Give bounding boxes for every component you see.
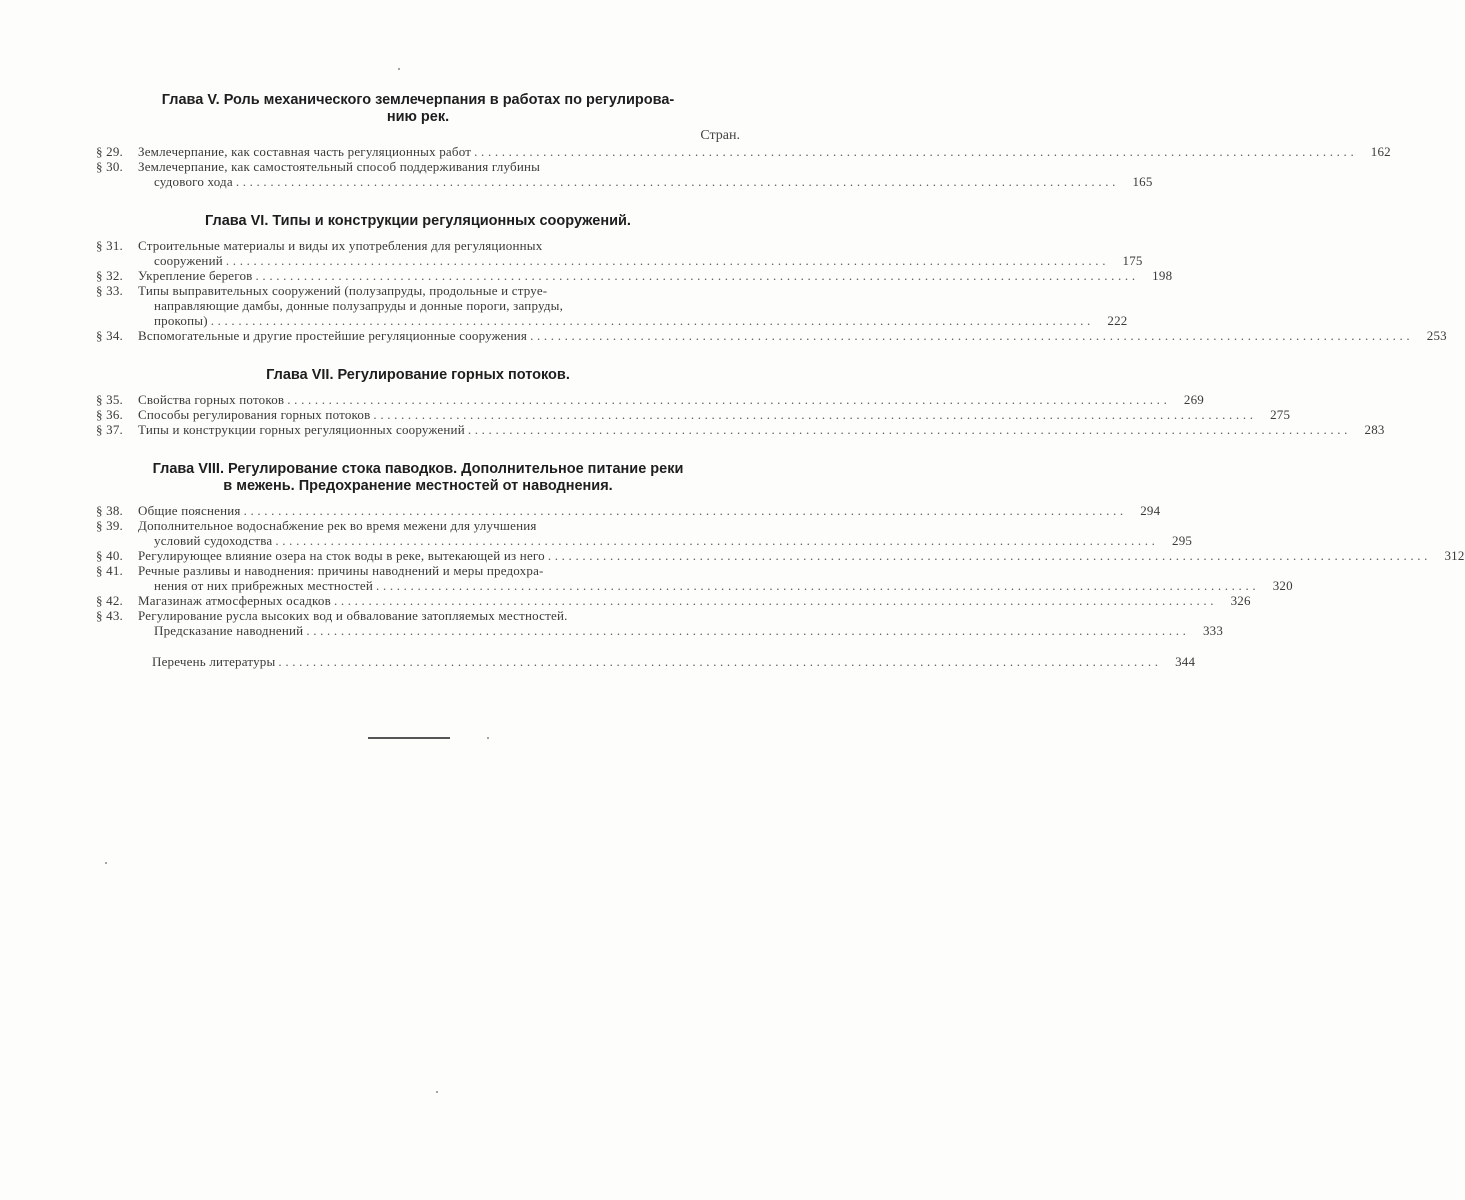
chapter-title: Глава VI. Типы и конструкции регуляционных сооружений. <box>205 213 631 229</box>
toc-entry[interactable] <box>96 283 1128 328</box>
scan-speck <box>398 68 400 70</box>
chapter-title: Глава V. Роль механического землечерпания в работах по регулирова- <box>161 92 675 108</box>
dot-leader <box>468 422 1348 437</box>
page-column-header: Стран. <box>700 128 740 143</box>
section-number: § 29. <box>96 144 123 159</box>
section-number: § 37. <box>96 422 123 437</box>
entry-text-line: Землечерпание, как самостоятельный способ поддерживания глубины <box>138 159 541 174</box>
entry-title: Землечерпание, как составная часть регуляционных работ <box>138 144 472 159</box>
chapter-title: нию рек. <box>386 109 450 125</box>
page-number: 294 <box>1140 503 1161 518</box>
section-number: § 34. <box>96 328 123 343</box>
toc-entry[interactable] <box>96 518 1193 548</box>
scan-speck <box>487 737 489 739</box>
page-number: 283 <box>1364 422 1385 437</box>
entry-list <box>96 392 1385 437</box>
entry-title: нения от них прибрежных местностей <box>154 578 374 593</box>
chapter-title: Глава VIII. Регулирование стока паводков. Дополнительное питание реки <box>152 461 684 477</box>
toc-entry-literature[interactable] <box>96 654 1196 669</box>
dot-leader <box>275 533 1155 548</box>
entry-title: Свойства горных потоков <box>138 392 285 407</box>
scan-speck <box>436 1091 438 1093</box>
page-number: 222 <box>1107 313 1128 328</box>
toc-entry[interactable] <box>96 238 1143 268</box>
toc-entry[interactable] <box>96 593 1251 608</box>
page-number: 198 <box>1152 268 1173 283</box>
toc-entry[interactable] <box>96 563 1293 593</box>
page-number: 162 <box>1370 144 1391 159</box>
section-number: § 40. <box>96 548 123 563</box>
entry-title: Общие пояснения <box>138 503 241 518</box>
section-number: § 33. <box>96 283 123 298</box>
entry-title: условий судоходства <box>154 533 273 548</box>
section-number: § 41. <box>96 563 123 578</box>
entry-title: прокопы) <box>154 313 208 328</box>
entry-list <box>96 503 1465 638</box>
page-number: 333 <box>1202 623 1224 638</box>
toc-entry[interactable] <box>96 328 1447 343</box>
chapter-section <box>96 367 1385 437</box>
toc-entry[interactable] <box>96 422 1385 437</box>
toc-entry[interactable] <box>96 144 1391 159</box>
page-number: 344 <box>1175 654 1196 669</box>
section-number: § 36. <box>96 407 123 422</box>
toc-entry[interactable] <box>96 392 1205 407</box>
entry-title: судового хода <box>154 174 233 189</box>
dot-leader <box>334 593 1214 608</box>
dot-leader <box>474 144 1354 159</box>
section-number: § 35. <box>96 392 123 407</box>
page-number: 320 <box>1272 578 1293 593</box>
page-number: 165 <box>1132 174 1153 189</box>
dot-leader <box>548 548 1428 563</box>
dot-leader <box>256 268 1136 283</box>
entry-title: сооружений <box>154 253 223 268</box>
section-number: § 38. <box>96 503 123 518</box>
toc-entry[interactable] <box>96 407 1291 422</box>
scan-speck <box>105 862 107 864</box>
chapter-section <box>96 92 1391 189</box>
page-number: 312 <box>1444 548 1465 563</box>
entry-title: Магазинаж атмосферных осадков <box>138 593 331 608</box>
page-number: 253 <box>1426 328 1447 343</box>
chapter-section <box>96 213 1447 343</box>
page-number: 175 <box>1122 253 1143 268</box>
literature-label: Перечень литературы <box>152 654 276 669</box>
dot-leader <box>306 623 1186 638</box>
section-number: § 31. <box>96 238 123 253</box>
table-of-contents <box>96 92 1465 669</box>
entry-text-line: Регулирование русла высоких вод и обвалование затопляемых местностей. <box>138 608 568 623</box>
page-number: 269 <box>1183 392 1205 407</box>
closing-rule <box>368 737 450 739</box>
toc-entry[interactable] <box>96 159 1153 189</box>
dot-leader <box>211 313 1091 328</box>
entry-list <box>96 238 1447 343</box>
section-number: § 42. <box>96 593 123 608</box>
entry-text-line: Типы выправительных сооружений (полузапруды, продольные и струе- <box>138 283 548 298</box>
dot-leader <box>373 407 1253 422</box>
page-number: 326 <box>1230 593 1251 608</box>
section-number: § 39. <box>96 518 123 533</box>
toc-entry[interactable] <box>96 503 1161 518</box>
dot-leader <box>226 253 1106 268</box>
entry-title: Способы регулирования горных потоков <box>138 407 371 422</box>
dot-leader <box>278 654 1158 669</box>
entry-text-line: Строительные материалы и виды их употребления для регуляционных <box>138 238 543 253</box>
dot-leader <box>530 328 1410 343</box>
dot-leader <box>287 392 1167 407</box>
entry-text-line: Дополнительное водоснабжение рек во время межени для улучшения <box>138 518 537 533</box>
entry-title: Предсказание наводнений <box>154 623 304 638</box>
chapter-title: Глава VII. Регулирование горных потоков. <box>266 367 570 383</box>
entry-title: Регулирующее влияние озера на сток воды в реке, вытекающей из него <box>138 548 545 563</box>
indent-spacer <box>96 654 152 669</box>
entry-title: Типы и конструкции горных регуляционных сооружений <box>138 422 465 437</box>
section-number: § 43. <box>96 608 123 623</box>
dot-leader <box>376 578 1256 593</box>
entry-list <box>96 144 1391 189</box>
toc-entry[interactable] <box>96 268 1173 283</box>
dot-leader <box>244 503 1124 518</box>
chapter-title: в межень. Предохранение местностей от наводнения. <box>223 478 613 494</box>
entry-title: Вспомогательные и другие простейшие регуляционные сооружения <box>138 328 528 343</box>
section-number: § 32. <box>96 268 123 283</box>
entry-title: Укрепление берегов <box>138 268 253 283</box>
toc-entry[interactable] <box>96 608 1224 638</box>
page-number: 295 <box>1172 533 1193 548</box>
page-number: 275 <box>1270 407 1291 422</box>
section-number: § 30. <box>96 159 123 174</box>
dot-leader <box>236 174 1116 189</box>
entry-text-line: направляющие дамбы, донные полузапруды и донные пороги, запруды, <box>154 298 564 313</box>
entry-text-line: Речные разливы и наводнения: причины наводнений и меры предохра- <box>138 563 544 578</box>
toc-entry[interactable] <box>96 548 1465 563</box>
chapter-section <box>96 461 1465 638</box>
